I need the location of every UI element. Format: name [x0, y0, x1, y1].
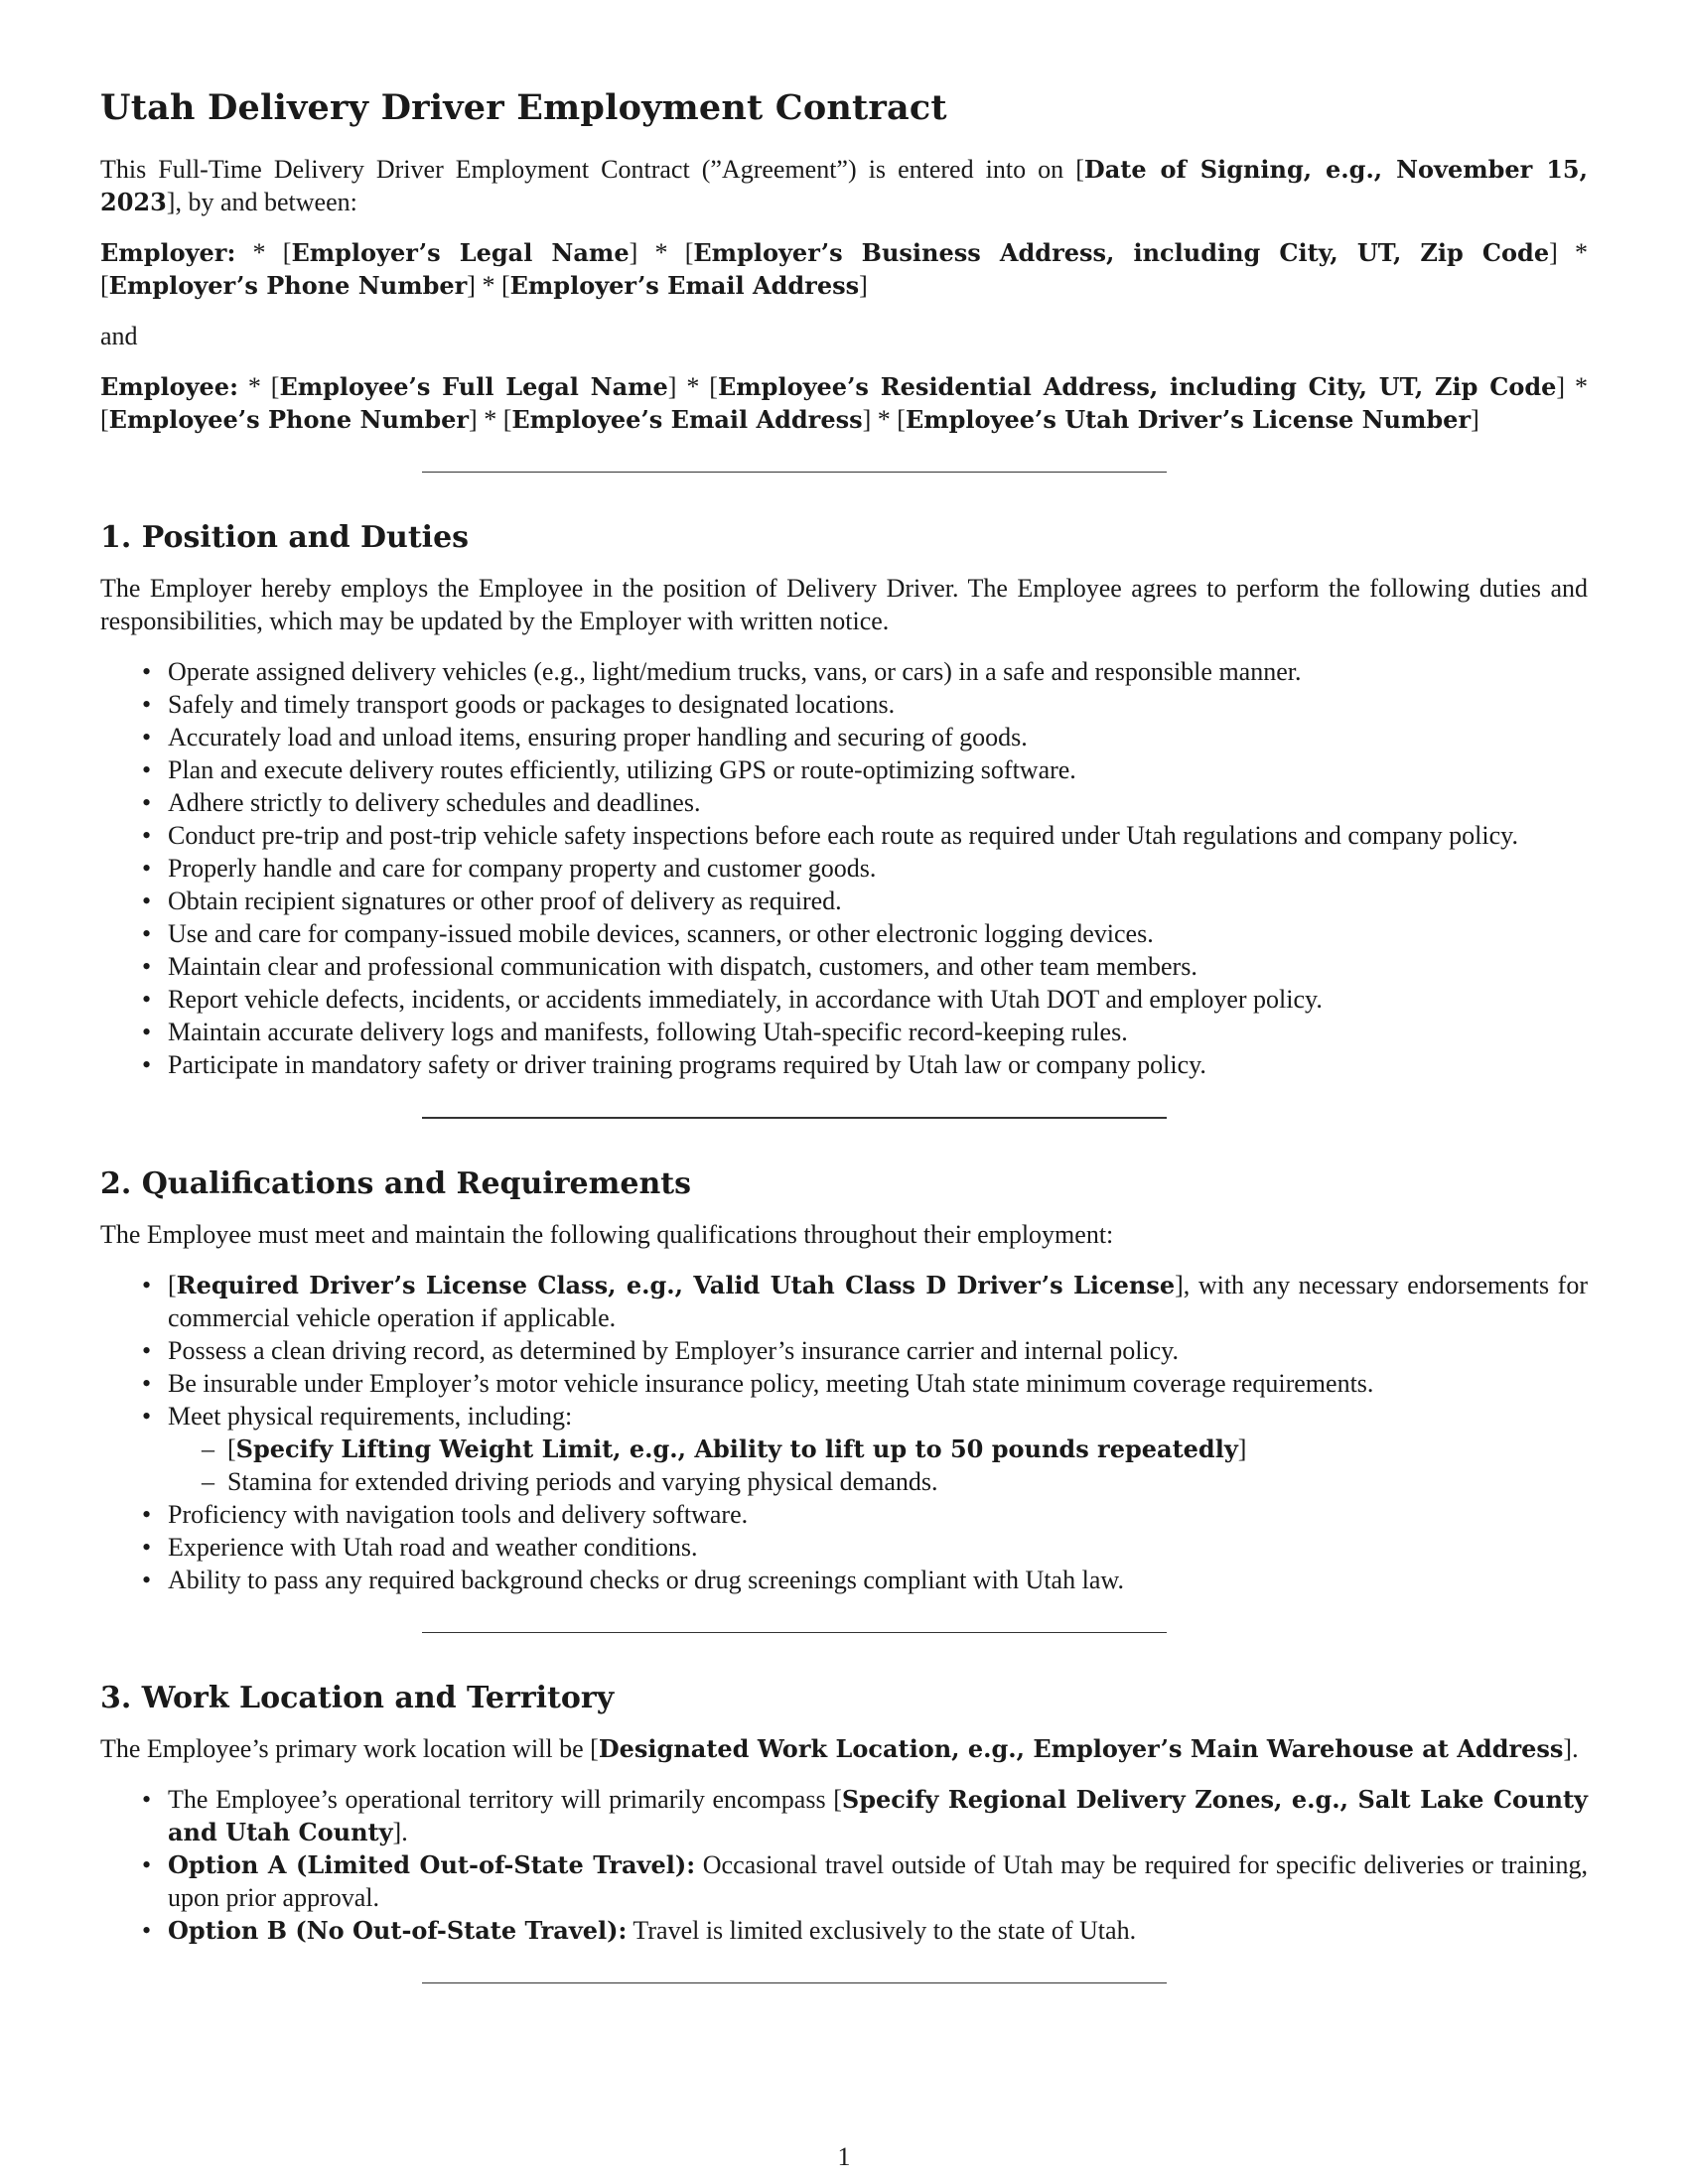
- list-item: • Use and care for company-issued mobile devices, scanners, or other electronic logging devices.: [168, 917, 1588, 950]
- employee-address: Employee’s Residential Address, including City, UT, Zip Code: [717, 372, 1557, 401]
- section-divider: [422, 472, 1167, 473]
- and-text: and: [100, 322, 138, 350]
- employee-phone: Employee’s Phone Number: [108, 405, 470, 434]
- list-item: • Maintain clear and professional communication with dispatch, customers, and other team members.: [168, 950, 1588, 983]
- list-item: • Option B (No Out-of-State Travel): Travel is limited exclusively to the state of Utah.: [168, 1914, 1588, 1947]
- territory-list: [100, 1783, 1588, 1947]
- employer-legal-name: Employer’s Legal Name: [291, 238, 630, 267]
- list-item: • Conduct pre-trip and post-trip vehicle safety inspections before each route as required under Utah regulations and company policy.: [168, 819, 1588, 852]
- employer-phone: Employer’s Phone Number: [108, 271, 468, 300]
- list-item: • Possess a clean driving record, as determined by Employer’s insurance carrier and internal policy.: [168, 1334, 1588, 1367]
- employee-label: Employee:: [100, 372, 238, 401]
- list-item: • Option A (Limited Out-of-State Travel): Occasional travel outside of Utah may be required for specific deliveries or training, upon prior approval.: [168, 1848, 1588, 1914]
- section-position-duties: [100, 520, 1588, 1081]
- section-heading: 2. Qualifications and Requirements: [100, 1166, 692, 1201]
- sub-list-item: – Stamina for extended driving periods and varying physical demands.: [227, 1465, 1588, 1498]
- list-item: • Adhere strictly to delivery schedules and deadlines.: [168, 786, 1588, 819]
- employer-address: Employer’s Business Address, including City, UT, Zip Code: [693, 238, 1550, 267]
- list-item: • Proficiency with navigation tools and delivery software.: [168, 1498, 1588, 1531]
- list-item: • Maintain accurate delivery logs and manifests, following Utah-specific record-keeping rules.: [168, 1016, 1588, 1048]
- qualifications-list: [100, 1269, 1588, 1596]
- list-item: • Properly handle and care for company property and customer goods.: [168, 852, 1588, 885]
- section-heading: 3. Work Location and Territory: [100, 1681, 615, 1715]
- section-work-location: [100, 1681, 1588, 1947]
- employer-block: Employer: * [Employer’s Legal Name] * [Employer’s Business Address, including City, UT, Zip Code] * [Employer’s Phone Number] * [Employer’s Email Address]: [100, 238, 1588, 300]
- lifting-limit-placeholder: Specify Lifting Weight Limit, e.g., Ability to lift up to 50 pounds repeatedly: [235, 1434, 1238, 1463]
- date-placeholder: Date of Signing, e.g., November 15, 2023: [100, 155, 1588, 216]
- list-item: • [Required Driver’s License Class, e.g., Valid Utah Class D Driver’s License], with any necessary endorsements for commercial vehicle operation if applicable.: [168, 1269, 1588, 1334]
- license-class-placeholder: Required Driver’s License Class, e.g., Valid Utah Class D Driver’s License: [176, 1271, 1176, 1299]
- page-number: 1: [837, 2142, 851, 2171]
- option-a-label: Option A (Limited Out-of-State Travel):: [168, 1850, 696, 1879]
- section-divider: [422, 1982, 1167, 1983]
- section-divider: [422, 1117, 1167, 1119]
- document-title: Utah Delivery Driver Employment Contract: [100, 87, 947, 128]
- list-item: • Plan and execute delivery routes efficiently, utilizing GPS or route-optimizing software.: [168, 753, 1588, 786]
- option-b-label: Option B (No Out-of-State Travel):: [168, 1916, 628, 1945]
- list-item: • Meet physical requirements, including: – [Specify Lifting Weight Limit, e.g., Ability to lift up to 50 pounds repeatedly] – Stamina for extended driving periods and varying physical demands.: [168, 1400, 1588, 1498]
- employee-email: Employee’s Email Address: [511, 405, 863, 434]
- employer-label: Employer:: [100, 238, 236, 267]
- list-item: • Operate assigned delivery vehicles (e.g., light/medium trucks, vans, or cars) in a safe and responsible manner.: [168, 655, 1588, 688]
- physical-requirements-list: [168, 1433, 1588, 1498]
- employee-license: Employee’s Utah Driver’s License Number: [905, 405, 1472, 434]
- section-intro: The Employee’s primary work location will be [Designated Work Location, e.g., Employer’s Main Warehouse at Address].: [100, 1734, 1579, 1763]
- employee-block: Employee: * [Employee’s Full Legal Name] * [Employee’s Residential Address, including City, UT, Zip Code] * [Employee’s Phone Number] * [Employee’s Email Address] * [Employee’s Utah Driver’s License Number]: [100, 372, 1588, 434]
- list-item: • Ability to pass any required background checks or drug screenings compliant with Utah law.: [168, 1564, 1588, 1596]
- list-item: • Be insurable under Employer’s motor vehicle insurance policy, meeting Utah state minimum coverage requirements.: [168, 1367, 1588, 1400]
- list-item: • Accurately load and unload items, ensuring proper handling and securing of goods.: [168, 721, 1588, 753]
- work-location-placeholder: Designated Work Location, e.g., Employer’s Main Warehouse at Address: [598, 1734, 1564, 1763]
- duties-list: [100, 655, 1588, 1081]
- intro-paragraph: This Full-Time Delivery Driver Employment Contract (”Agreement”) is entered into on [Date of Signing, e.g., November 15, 2023], by and between:: [100, 155, 1588, 216]
- delivery-zones-placeholder: Specify Regional Delivery Zones, e.g., Salt Lake County and Utah County: [168, 1785, 1588, 1846]
- list-item: • Report vehicle defects, incidents, or accidents immediately, in accordance with Utah DOT and employer policy.: [168, 983, 1588, 1016]
- list-item: • Safely and timely transport goods or packages to designated locations.: [168, 688, 1588, 721]
- contract-page: [100, 87, 1588, 1983]
- list-item: • Obtain recipient signatures or other proof of delivery as required.: [168, 885, 1588, 917]
- section-qualifications: [100, 1166, 1588, 1596]
- section-intro: The Employer hereby employs the Employee in the position of Delivery Driver. The Employee agrees to perform the following duties and responsibilities, which may be updated by the Employer with written notice.: [100, 574, 1588, 635]
- list-item: • The Employee’s operational territory will primarily encompass [Specify Regional Delivery Zones, e.g., Salt Lake County and Utah County].: [168, 1783, 1588, 1848]
- section-divider: [422, 1632, 1167, 1633]
- employee-full-name: Employee’s Full Legal Name: [279, 372, 668, 401]
- sub-list-item: – [Specify Lifting Weight Limit, e.g., Ability to lift up to 50 pounds repeatedly]: [227, 1433, 1588, 1465]
- list-item: • Participate in mandatory safety or driver training programs required by Utah law or company policy.: [168, 1048, 1588, 1081]
- section-heading: 1. Position and Duties: [100, 520, 470, 555]
- section-intro: The Employee must meet and maintain the following qualifications throughout their employment:: [100, 1220, 1114, 1249]
- list-item: • Experience with Utah road and weather conditions.: [168, 1531, 1588, 1564]
- employer-email: Employer’s Email Address: [509, 271, 860, 300]
